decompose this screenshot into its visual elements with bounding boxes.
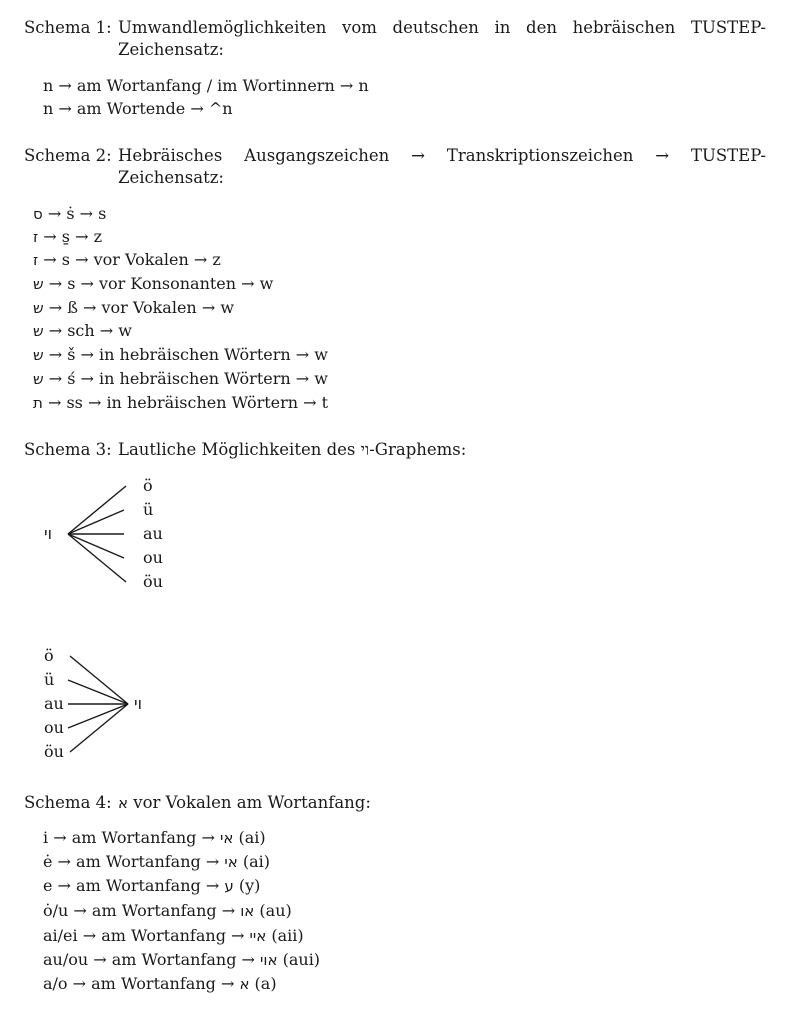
vowel-option: ou [44,718,64,737]
fan-line [68,486,126,534]
transcription-chain: → ś → in hebräischen Wörtern → w [43,369,328,388]
hebrew-letter: ז [33,251,39,269]
vowel-option: ö [44,646,54,665]
schema-3-label: Schema 3: [24,440,112,459]
transcription-chain: → ṡ → s [42,204,107,223]
transcription-chain: → sch → w [43,321,132,340]
hebrew-letter: ש [33,322,44,340]
hebrew-letter: ת [33,394,43,412]
vowel-option: ö [143,476,153,495]
hebrew-letters: א [239,975,250,993]
hebrew-letter: ש [33,275,44,293]
schema-4-heading [24,792,766,814]
grapheme-vav-yod: וי [134,694,142,713]
schema-2-title: Hebräisches Ausgangszeichen → Transkriptionszeichen → TUSTEP-Zeichensatz: [118,146,766,187]
vowel-option: ü [143,500,154,519]
grapheme-vav-yod: וי [44,524,52,543]
hebrew-letter: ז [33,228,39,246]
schema-4-row: au/ou → am Wortanfang → אוי (aui) [43,950,321,969]
fan-line [70,704,128,752]
fan-line [68,534,124,558]
hebrew-letter: ס [33,205,43,223]
schema-2-label: Schema 2: [24,146,112,165]
hebrew-letters: איי [249,927,267,945]
schema-1-label: Schema 1: [24,18,112,37]
schema-4-title: א vor Vokalen am Wortanfang: [118,793,371,812]
vowel-option: au [44,694,64,713]
schema-4-label: Schema 4: [24,793,112,812]
schema-4-row: ȯ/u → am Wortanfang → או (au) [43,901,292,920]
hebrew-letters: או [240,902,255,920]
fan-2-lines [68,656,128,752]
vowel-option: au [143,524,163,543]
schema-4-row: a/o → am Wortanfang → א (a) [43,974,277,993]
hebrew-letter: ש [33,370,44,388]
schema-4-row: e → am Wortanfang → ע (y) [43,876,261,895]
fan-line [68,680,128,704]
schema-3-title: Lautliche Möglichkeiten des וי-Graphems: [118,440,467,459]
transcription-chain: → s → vor Konsonanten → w [43,274,274,293]
hebrew-letter: ש [33,346,44,364]
fan-1-lines [68,486,126,582]
transcription-chain: → s̱ → z [38,227,102,246]
hebrew-letter: ש [33,299,44,317]
vowel-option: ou [143,548,163,567]
hebrew-letters: אי [224,853,238,871]
fan-line [68,704,128,728]
schema-1-title: Umwandlemöglichkeiten vom deutschen in den hebräischen TUSTEP-Zeichensatz: [118,18,766,59]
transcription-chain: → š → in hebräischen Wörtern → w [43,345,328,364]
transcription-chain: → ss → in hebräischen Wörtern → t [42,393,329,412]
hebrew-letters: ע [224,877,234,895]
hebrew-letters: אוי [260,951,278,969]
schema-4-row: ė → am Wortanfang → אי (ai) [43,852,270,871]
schema-1-rule: n → am Wortende → ^n [43,99,233,118]
vowel-option: öu [44,742,64,761]
schema-4-row: ai/ei → am Wortanfang → איי (aii) [43,926,304,945]
fan-line [68,510,124,534]
vowel-option: ü [44,670,55,689]
schema-4-row: i → am Wortanfang → אי (ai) [43,828,266,847]
fan-line [70,656,128,704]
hebrew-letter: א [118,794,129,812]
hebrew-letters: אי [220,829,234,847]
transcription-chain: → s → vor Vokalen → z [38,250,221,269]
vowel-option: öu [143,572,163,591]
transcription-chain: → ß → vor Vokalen → w [43,298,235,317]
schema-1-rule: n → am Wortanfang / im Wortinnern → n [43,76,369,95]
fan-line [68,534,126,582]
